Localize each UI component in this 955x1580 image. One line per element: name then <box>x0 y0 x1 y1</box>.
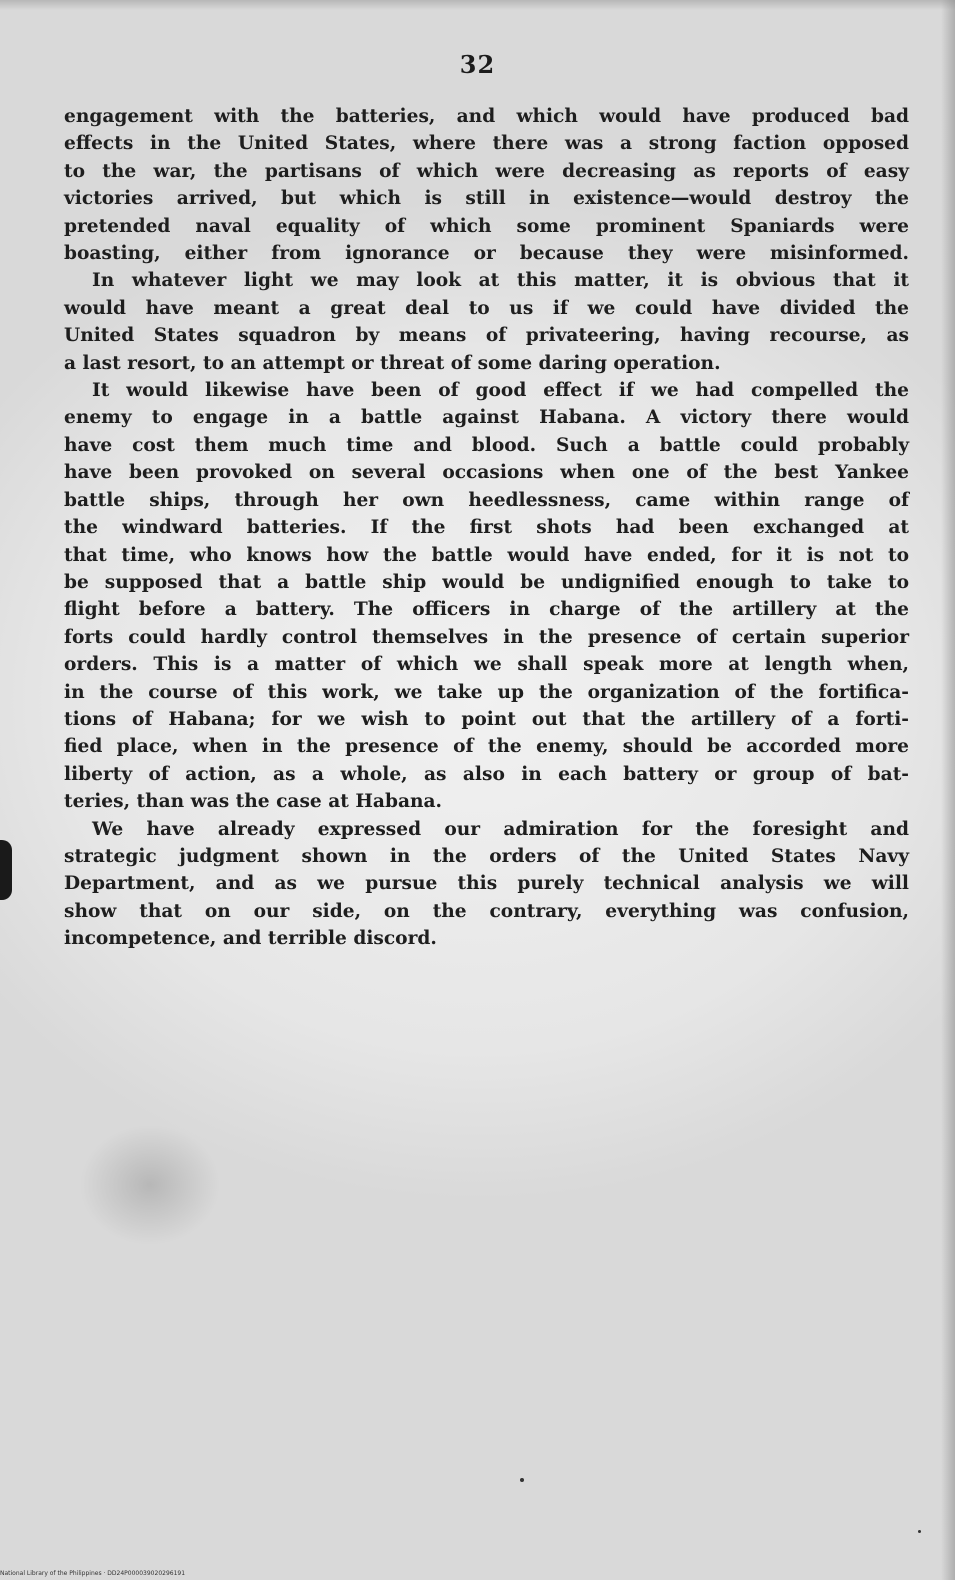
ink-speck <box>520 1478 524 1482</box>
text-line: flight before a battery. The officers in charge of the artillery at the <box>64 599 909 621</box>
text-line: strategic judgment shown in the orders of the United States Navy <box>64 845 909 867</box>
text-line: Department, and as we pursue this purely technical analysis we will <box>64 873 909 895</box>
paragraph-2 <box>64 267 909 377</box>
text-line: victories arrived, but which is still in existence—would destroy the <box>64 188 909 210</box>
text-line: pretended naval equality of which some prominent Spaniards were <box>64 215 909 237</box>
page-number: 32 <box>459 50 496 79</box>
text-line: a last resort, to an attempt or threat of some daring operation. <box>64 352 721 374</box>
paragraph-4 <box>64 816 909 953</box>
page-edge-shadow <box>941 0 955 1580</box>
text-line: would have meant a great deal to us if we could have divided the <box>64 297 909 319</box>
text-line: the windward batteries. If the first shots had been exchanged at <box>64 517 909 539</box>
text-line: tions of Habana; for we wish to point out that the artillery of a forti- <box>64 708 909 730</box>
paragraph-3 <box>64 377 909 816</box>
text-line: have cost them much time and blood. Such a battle could probably <box>64 434 909 456</box>
paragraph-1 <box>64 103 909 267</box>
text-line: that time, who knows how the battle would have ended, for it is not to <box>64 544 909 566</box>
text-line: engagement with the batteries, and which would have produced bad <box>64 106 909 127</box>
ink-speck <box>918 1530 921 1533</box>
binding-mark <box>0 840 12 900</box>
text-line: teries, than was the case at Habana. <box>64 791 443 813</box>
text-line: in the course of this work, we take up the organization of the fortifica- <box>64 681 909 703</box>
text-line: It would likewise have been of good effect if we had compelled the <box>92 380 909 402</box>
page-top-shadow <box>0 0 955 10</box>
library-footer-note: National Library of the Philippines · DD24P000039020296191 <box>0 1570 186 1577</box>
text-line: United States squadron by means of privateering, having recourse, as <box>64 325 909 347</box>
text-line: enemy to engage in a battle against Habana. A victory there would <box>64 407 909 429</box>
body-text <box>64 103 909 953</box>
text-line: incompetence, and terrible discord. <box>64 928 437 950</box>
text-line: forts could hardly control themselves in the presence of certain superior <box>64 626 909 648</box>
text-line: effects in the United States, where there was a strong faction opposed <box>64 133 909 155</box>
text-line: In whatever light we may look at this matter, it is obvious that it <box>92 270 909 292</box>
text-line: fied place, when in the presence of the enemy, should be accorded more <box>64 736 909 758</box>
text-line: orders. This is a matter of which we shall speak more at length when, <box>64 654 909 676</box>
text-line: boasting, either from ignorance or because they were misinformed. <box>64 243 909 265</box>
text-line: liberty of action, as a whole, as also in each battery or group of bat- <box>64 763 909 785</box>
text-line: to the war, the partisans of which were decreasing as reports of easy <box>64 160 909 182</box>
text-line: have been provoked on several occasions when one of the best Yankee <box>64 462 909 484</box>
text-line: battle ships, through her own heedlessness, came within range of <box>64 489 909 511</box>
text-line: We have already expressed our admiration for the foresight and <box>92 818 909 840</box>
text-line: show that on our side, on the contrary, everything was confusion, <box>64 900 909 922</box>
text-line: be supposed that a battle ship would be undignified enough to take to <box>64 571 909 593</box>
